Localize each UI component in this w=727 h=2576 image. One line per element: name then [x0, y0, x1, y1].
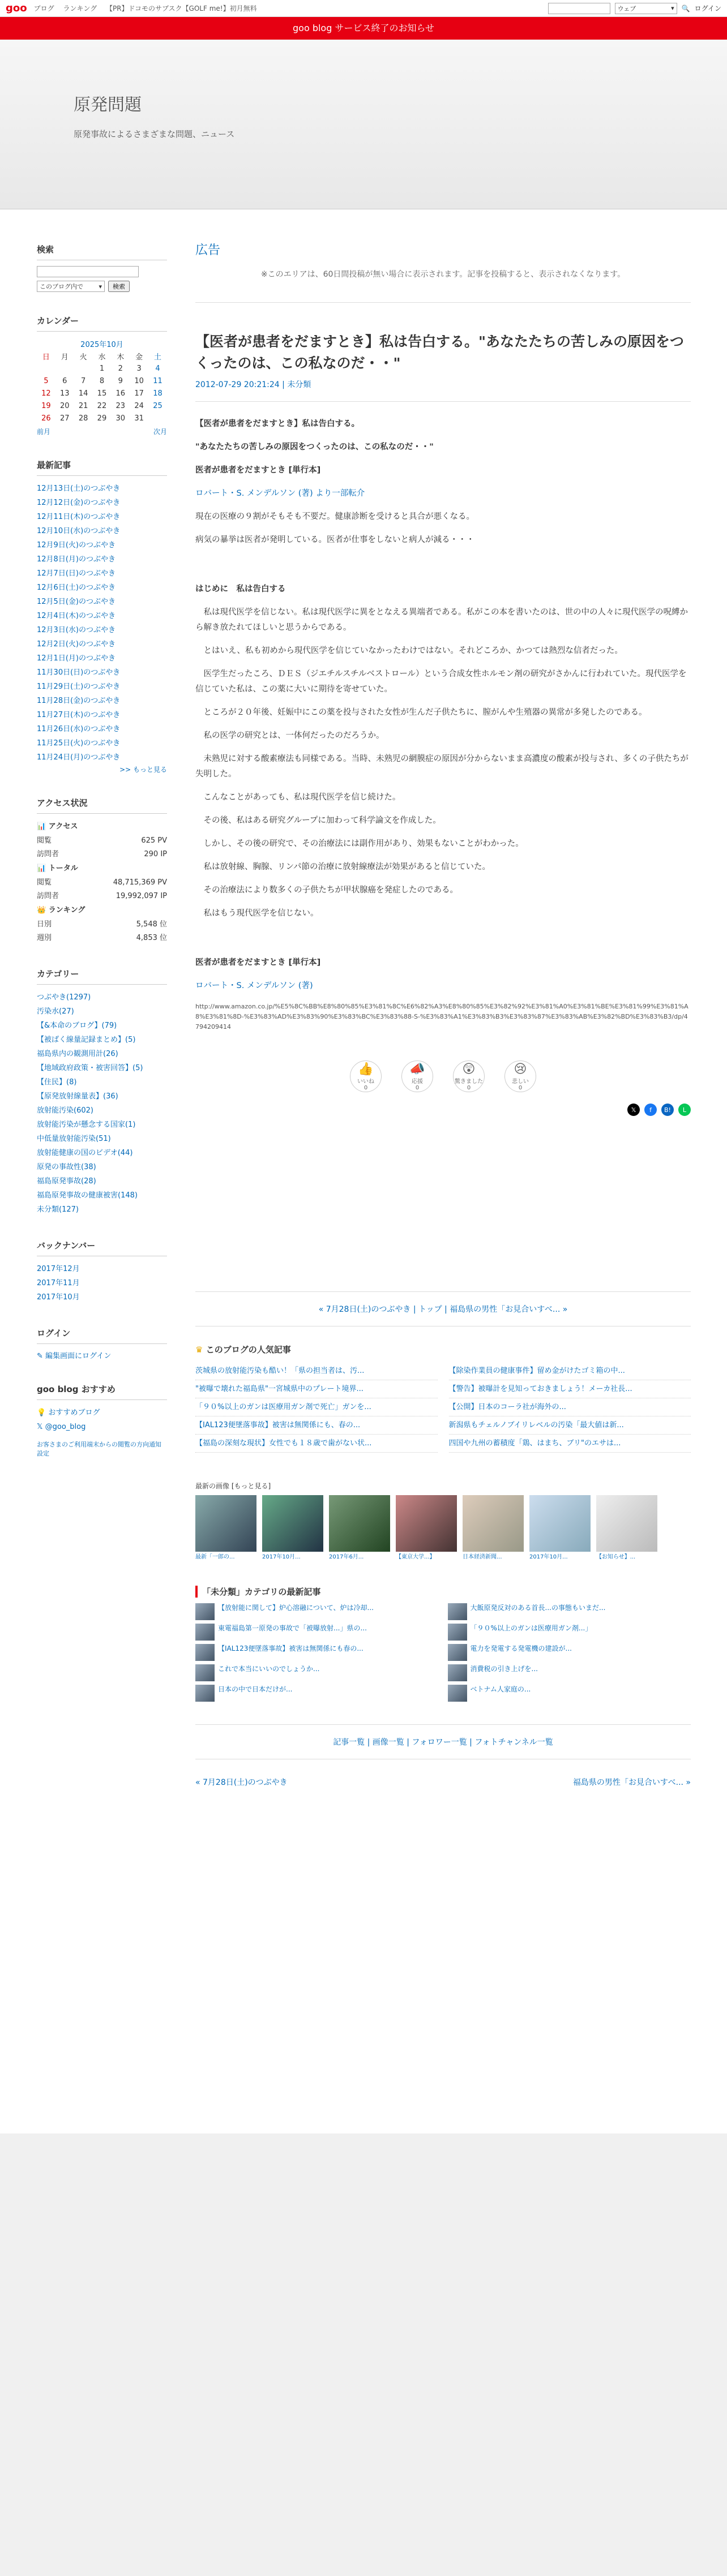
goo-logo[interactable]: goo	[6, 2, 27, 14]
top-search-input[interactable]	[548, 3, 610, 14]
bulb-icon: 💡	[37, 1409, 46, 1417]
post-paragraph: こんなことがあっても、私は現代医学を信じ続けた。	[203, 793, 401, 802]
book-author-link[interactable]: ロバート・S. メンデルソン (著)	[195, 981, 313, 990]
line-share-icon[interactable]: L	[678, 1104, 691, 1116]
rank-week: 週別 4,853 位	[37, 934, 167, 942]
image-thumb[interactable]: 日本経済新聞...	[463, 1495, 524, 1557]
reaction-surprised[interactable]: 😲 驚きました 0	[453, 1061, 485, 1092]
total-views: 閲覧 48,715,369 PV	[37, 878, 167, 887]
backnumber-link[interactable]: 2017年12月	[37, 1265, 80, 1273]
recent-post-link[interactable]: 11月29日(土)のつぶやき	[37, 682, 121, 691]
today-views: 閲覧 625 PV	[37, 836, 167, 845]
popular-heading: ♛ このブログの人気記事	[195, 1345, 291, 1355]
total-label: 📊 トータル	[37, 864, 78, 873]
recent-post-link[interactable]: 12月9日(火)のつぶやき	[37, 541, 116, 549]
recent-post-link[interactable]: 12月4日(木)のつぶやき	[37, 612, 116, 620]
surprised-face-icon: 😲	[462, 1062, 476, 1076]
category-link[interactable]: 福島県内の観測用計(26)	[37, 1050, 118, 1058]
edit-login-link[interactable]: ✎ 編集画面にログイン	[37, 1352, 112, 1360]
category-latest-item[interactable]: 「９０%以上のガンは医療用ガン剤...」	[448, 1624, 691, 1641]
category-link[interactable]: 【原発放射線量表】(36)	[37, 1092, 118, 1101]
book-title: 医者が患者をだますとき [単行本]	[195, 958, 321, 967]
image-thumb[interactable]: 【お知らせ】...	[596, 1495, 657, 1557]
post-body	[195, 417, 691, 1032]
total-visits: 訪問者 19,992,097 IP	[37, 892, 167, 900]
post-paragraph: 私は現代医学を信じない。私は現代医学に異をとなえる異端者である。私がこの本を書いたのは、世の中の人々に現代医学の呪縛から解き放たれてほしいと思うからである。	[195, 608, 688, 632]
prev-post-link[interactable]: « 7月28日(土)のつぶやき	[195, 1778, 288, 1787]
category-list	[37, 990, 167, 1217]
recent-images-heading[interactable]: 最新の画像 [もっと見る]	[195, 1482, 271, 1490]
chevron-down-icon: ▾	[99, 282, 102, 290]
calendar-weekdays: 日 月 火 水 木 金 土	[42, 353, 162, 362]
popular-post-link[interactable]: 【福島の深刻な現状】女性でも１８歳で歯がない状...	[195, 1435, 438, 1453]
category-link[interactable]: 未分類(127)	[37, 1205, 79, 1214]
linkedin-share-icon[interactable]: B!	[661, 1104, 674, 1116]
category-latest-item[interactable]: 消費税の引き上げを...	[448, 1664, 691, 1681]
today-visits: 訪問者 290 IP	[37, 850, 167, 858]
popular-list	[195, 1362, 691, 1453]
recent-post-link[interactable]: 12月1日(月)のつぶやき	[37, 654, 116, 663]
goo-blog-x-link[interactable]: 𝕏 @goo_blog	[37, 1423, 86, 1431]
category-link[interactable]: 【被ばく線量記録まとめ】(5)	[37, 1036, 136, 1044]
category-link[interactable]: 放射能汚染(602)	[37, 1106, 93, 1115]
category-latest-item[interactable]: 日本の中で日本だけが...	[195, 1685, 439, 1702]
category-latest-list	[195, 1603, 691, 1702]
top-nav	[34, 3, 264, 13]
reaction-sad[interactable]: 😢 悲しい 0	[504, 1061, 536, 1092]
popular-post-link[interactable]: 茨城県の放射能汚染も酷い！「県の担当者は、汚...	[195, 1362, 438, 1380]
image-thumb[interactable]: 【東京大学...】	[396, 1495, 457, 1557]
category-link[interactable]: 福島原発事故の健康被害(148)	[37, 1191, 138, 1200]
recent-post-link[interactable]: 12月12日(金)のつぶやき	[37, 499, 121, 507]
post-paragraph: "あなたたちの苦しみの原因をつくったのは、この私なのだ・・"	[195, 443, 434, 452]
category-link[interactable]: 汚染水(27)	[37, 1007, 74, 1016]
category-latest-item[interactable]: 【放射能に関して】炉心溶融について、炉は冷却...	[195, 1603, 439, 1620]
category-link[interactable]: 【地域政府政策・被害回答】(5)	[37, 1064, 143, 1072]
recent-more-link[interactable]: >> もっと見る	[119, 766, 167, 774]
popular-post-link[interactable]: "被曝で壊れた福島県"一宮城県中のプレート境界...	[195, 1380, 438, 1398]
crown-icon: 👑	[37, 906, 46, 915]
backnumber-link[interactable]: 2017年11月	[37, 1279, 80, 1287]
post-paragraph: 【医者が患者をだますとき】私は告白する。	[195, 419, 360, 428]
calendar-week: 5 6 7 8 9 10 11	[44, 376, 162, 385]
post-paragraph: その治療法により数多くの子供たちが甲状腺癌を発症したのである。	[203, 886, 458, 895]
share-buttons	[195, 1104, 691, 1116]
category-link[interactable]: 【住民】(8)	[37, 1078, 77, 1087]
footer-links[interactable]: 記事一覧 | 画像一覧 | フォロワー一覧 | フォトチャンネル一覧	[195, 1724, 691, 1759]
amazon-url[interactable]: http://www.amazon.co.jp/%E5%8C%BB%E8%80%85%E3%81%8C%E6%82%A3%E8%80%85%E3%82%92%E3%81%A0%E3%81%BE%E3%81%99%E3%81%A8%E3%81%8D-%E3%83%AD%E3%83%90%E3%83%BC%E3%83%88-S-%E3%83%A1%E3%83%B3%E3%83%87%E3%83%AB%E3%82%BD%E3%83%B3/dp/4794209414	[195, 1003, 688, 1031]
post-paragraph: はじめに 私は告白する	[195, 585, 286, 594]
calendar-week: 26 27 28 29 30 31	[41, 414, 144, 423]
calendar-next-link[interactable]: 次月	[153, 428, 167, 436]
goo-recommend-block	[37, 1383, 167, 1458]
category-link[interactable]: つぶやき(1297)	[37, 993, 91, 1002]
category-link[interactable]: 【&本命のブログ】(79)	[37, 1021, 117, 1030]
sad-face-icon: 😢	[514, 1062, 527, 1076]
nav-blog[interactable]: ブログ	[33, 5, 54, 12]
rank-day: 日別 5,548 位	[37, 920, 167, 929]
main-column	[195, 241, 691, 1788]
recent-post-link[interactable]: 11月25日(火)のつぶやき	[37, 739, 121, 748]
post-paragraph: 私の医学の研究とは、一体何だったのだろうか。	[203, 731, 384, 740]
login-heading: ログイン	[37, 1327, 167, 1344]
post-title[interactable]: 【医者が患者をだますとき】私は告白する。"あなたたちの苦しみの原因をつくったのは、この私なのだ・・"	[195, 333, 685, 371]
search-block	[37, 243, 167, 292]
popular-post-link[interactable]: 「９０%以上のガンは医療用ガン剤で死亡」ガンを...	[195, 1398, 438, 1416]
notification-note[interactable]: お客さまのご利用端末からの閲覧の方向通知設定	[37, 1441, 161, 1457]
prev-next-nav[interactable]: « 7月28日(土)のつぶやき | トップ | 福島県の男性「お見合いすべ... »	[195, 1291, 691, 1326]
popular-post-link[interactable]: 四国や九州の蓄積度「鶏、はまち、ブリ"のエサは...	[449, 1435, 691, 1453]
search-icon[interactable]: 🔍	[681, 4, 690, 12]
category-heading: カテゴリー	[37, 968, 167, 985]
category-latest-item[interactable]: 電力を発電する発電機の建設が...	[448, 1644, 691, 1661]
bottom-nav	[195, 1776, 691, 1788]
popular-post-link[interactable]: 【IAL123便墜落事故】被害は無関係にも、春の...	[195, 1416, 438, 1435]
popular-post-link[interactable]: 【警告】被曝計を見知っておきましょう！メーカ社長...	[449, 1380, 691, 1398]
recent-post-link[interactable]: 11月24日(月)のつぶやき	[37, 753, 121, 762]
category-block	[37, 968, 167, 1217]
access-label: 📊 アクセス	[37, 822, 78, 831]
post-paragraph: 現在の医療の９割がそもそも不要だ。健康診断を受けると具合が悪くなる。	[195, 512, 474, 521]
post-paragraph: 未熟児に対する酸素療法も同様である。当時、未熟児の網膜症の原因が分からないまま高濃度の酸素が投与され、多くの子供たちが失明した。	[195, 754, 688, 779]
access-heading: アクセス状況	[37, 797, 167, 814]
category-latest-item[interactable]: これで本当にいいのでしょうか...	[195, 1664, 439, 1681]
calendar-prev-link[interactable]: 前月	[37, 428, 51, 436]
goo-recommend-heading: goo blog おすすめ	[37, 1383, 167, 1400]
top-right	[548, 3, 721, 14]
popular-post-link[interactable]: 【公開】日本のコーラ社が海外の...	[449, 1398, 691, 1416]
recent-post-link[interactable]: 11月30日(日)のつぶやき	[37, 668, 121, 677]
category-link[interactable]: 中低量放射能汚染(51)	[37, 1135, 111, 1143]
category-latest-item[interactable]: ベトナム人家庭の...	[448, 1685, 691, 1702]
calendar-heading: カレンダー	[37, 315, 167, 332]
recent-heading: 最新記事	[37, 459, 167, 476]
post-paragraph: 医学生だったころ、ＤＥＳ（ジエチルスチルベストロール）という合成女性ホルモン剤の研究がさかんに行われていた。現代医学を信じていた私は、この薬に大いに期待を寄せていた。	[195, 669, 687, 694]
calendar-week: 19 20 21 22 23 24 25	[41, 401, 162, 410]
image-thumb[interactable]: 2017年6月...	[329, 1495, 390, 1557]
recent-post-link[interactable]: 12月11日(木)のつぶやき	[37, 513, 121, 521]
recent-post-link[interactable]: 12月7日(日)のつぶやき	[37, 569, 116, 578]
recent-post-link[interactable]: 12月13日(土)のつぶやき	[37, 484, 121, 493]
chevron-down-icon: ▾	[671, 5, 674, 12]
search-scope-select[interactable]: ウェブ ▾	[615, 3, 677, 14]
sidebar-search-input[interactable]	[37, 266, 139, 277]
x-share-icon[interactable]: 𝕏	[627, 1104, 640, 1116]
popular-post-link[interactable]: 【除染作業員の健康事件】留め金がけたゴミ箱の中...	[449, 1362, 691, 1380]
category-link[interactable]: 放射能汚染が懸念する国家(1)	[37, 1120, 136, 1129]
backnumber-heading: バックナンバー	[37, 1239, 167, 1256]
backnumber-block	[37, 1239, 167, 1304]
login-block	[37, 1327, 167, 1360]
post-paragraph: 私はもう現代医学を信じない。	[203, 909, 319, 918]
reaction-buttons	[195, 1061, 691, 1092]
recent-post-link[interactable]: 12月5日(金)のつぶやき	[37, 598, 116, 606]
backnumber-link[interactable]: 2017年10月	[37, 1293, 80, 1302]
chart-icon: 📊	[37, 864, 46, 873]
recent-post-link[interactable]: 12月8日(月)のつぶやき	[37, 555, 116, 564]
crown-icon: ♛	[195, 1345, 203, 1355]
recent-post-link[interactable]: 12月2日(火)のつぶやき	[37, 640, 116, 649]
pencil-icon: ✎	[37, 1352, 43, 1360]
category-latest-item[interactable]: 大飯原発反対のある首長...の事態もいまだ...	[448, 1603, 691, 1620]
image-thumb[interactable]: 2017年10月...	[262, 1495, 323, 1557]
nav-pr[interactable]: 【PR】ドコモのサブスク【GOLF me!】初月無料	[105, 5, 257, 12]
backnumber-list	[37, 1262, 167, 1304]
category-link[interactable]: 福島原発事故(28)	[37, 1177, 96, 1186]
recent-post-link[interactable]: 12月10日(水)のつぶやき	[37, 527, 121, 535]
ad-note: ※このエリアは、60日間投稿が無い場合に表示されます。記事を投稿すると、表示されなくなります。	[195, 268, 691, 303]
page-body	[0, 209, 727, 2133]
image-thumb[interactable]: 2017年10月...	[529, 1495, 591, 1557]
facebook-share-icon[interactable]: f	[644, 1104, 657, 1116]
image-thumb[interactable]: 最新「一郎の...	[195, 1495, 256, 1557]
post-paragraph: その後、私はある研究グループに加わって科学論文を作成した。	[203, 816, 441, 825]
recommend-blog-link[interactable]: 💡 おすすめブログ	[37, 1409, 100, 1417]
author-link[interactable]: ロバート・S. メンデルソン (著) より一部転介	[195, 489, 365, 498]
x-icon: 𝕏	[37, 1423, 43, 1431]
calendar	[37, 337, 167, 424]
recent-list	[37, 482, 167, 765]
reaction-cheer[interactable]: 📣 応援 0	[401, 1061, 433, 1092]
megaphone-icon: 📣	[409, 1062, 425, 1076]
next-post-link[interactable]: 福島県の男性「お見合いすべ... »	[572, 1778, 691, 1787]
access-block	[37, 797, 167, 945]
category-latest-item[interactable]: 東電福島第一原発の事故で「被曝放射...」県の...	[195, 1624, 439, 1641]
login-link[interactable]: ログイン	[694, 5, 721, 12]
recent-post-link[interactable]: 11月26日(水)のつぶやき	[37, 725, 121, 733]
reaction-like[interactable]: 👍 いいね 0	[350, 1061, 382, 1092]
top-bar	[0, 0, 727, 17]
blog-header	[0, 40, 727, 209]
popular-post-link[interactable]: 新潟県もチェルノブイリレベルの汚染「最大値は新...	[449, 1416, 691, 1435]
post-paragraph: 医者が患者をだますとき [単行本]	[195, 466, 321, 475]
ranking-label: 👑 ランキング	[37, 906, 85, 915]
thumbs-up-icon: 👍	[358, 1062, 374, 1076]
post-paragraph: 病気の暴挙は医者が発明している。医者が仕事をしないと病人が減る・・・	[195, 535, 474, 544]
blog-title[interactable]: 原発問題	[74, 95, 142, 115]
category-link[interactable]: 原発の事故性(38)	[37, 1163, 96, 1171]
recent-images	[195, 1495, 691, 1560]
goo-recommend-list	[37, 1406, 167, 1434]
category-latest-heading: 「未分類」カテゴリの最新記事	[195, 1586, 691, 1598]
service-notice-banner[interactable]: goo blog サービス終了のお知らせ	[0, 17, 727, 40]
post-date: 2012-07-29 20:21:24 | 未分類	[195, 379, 691, 402]
recent-posts-block	[37, 459, 167, 774]
calendar-block	[37, 315, 167, 436]
recent-post-link[interactable]: 12月3日(水)のつぶやき	[37, 626, 116, 634]
recent-post-link[interactable]: 12月6日(土)のつぶやき	[37, 583, 116, 592]
calendar-week: 12 13 14 15 16 17 18	[41, 389, 162, 398]
sidebar	[37, 243, 167, 1480]
chart-icon: 📊	[37, 822, 46, 831]
calendar-week: 1 2 3 4	[99, 364, 160, 373]
sidebar-search-button[interactable]: 検索	[108, 281, 130, 292]
recent-post-link[interactable]: 11月28日(金)のつぶやき	[37, 697, 121, 705]
blog-description: 原発事故によるさまざまな問題、ニュース	[74, 129, 235, 139]
post-paragraph: しかし、その後の研究で、その治療法には副作用があり、効果もないことがわかった。	[203, 839, 524, 848]
ad-label: 広告	[195, 243, 221, 257]
category-link[interactable]: 放射能健康の国のビデオ(44)	[37, 1149, 133, 1157]
post-paragraph: 私は放射線、胸腺、リンパ節の治療に放射線療法が効果があると信じていた。	[203, 862, 490, 871]
sidebar-search-scope[interactable]: このブログ内で ▾	[37, 281, 105, 292]
nav-ranking[interactable]: ランキング	[63, 5, 97, 12]
post-paragraph: ところが２０年後、妊娠中にこの薬を投与された女性が生んだ子供たちに、膣がんや生殖器の異常が多発したのである。	[203, 708, 647, 717]
post-paragraph: とはいえ、私も初めから現代医学を信じていなかったわけではない。それどころか、かつては熱烈な信者だった。	[203, 646, 623, 655]
search-heading: 検索	[37, 243, 167, 260]
category-latest-item[interactable]: 【IAL123便墜落事故】被害は無関係にも春の...	[195, 1644, 439, 1661]
recent-post-link[interactable]: 11月27日(木)のつぶやき	[37, 711, 121, 719]
calendar-month: 2025年10月	[80, 340, 123, 349]
